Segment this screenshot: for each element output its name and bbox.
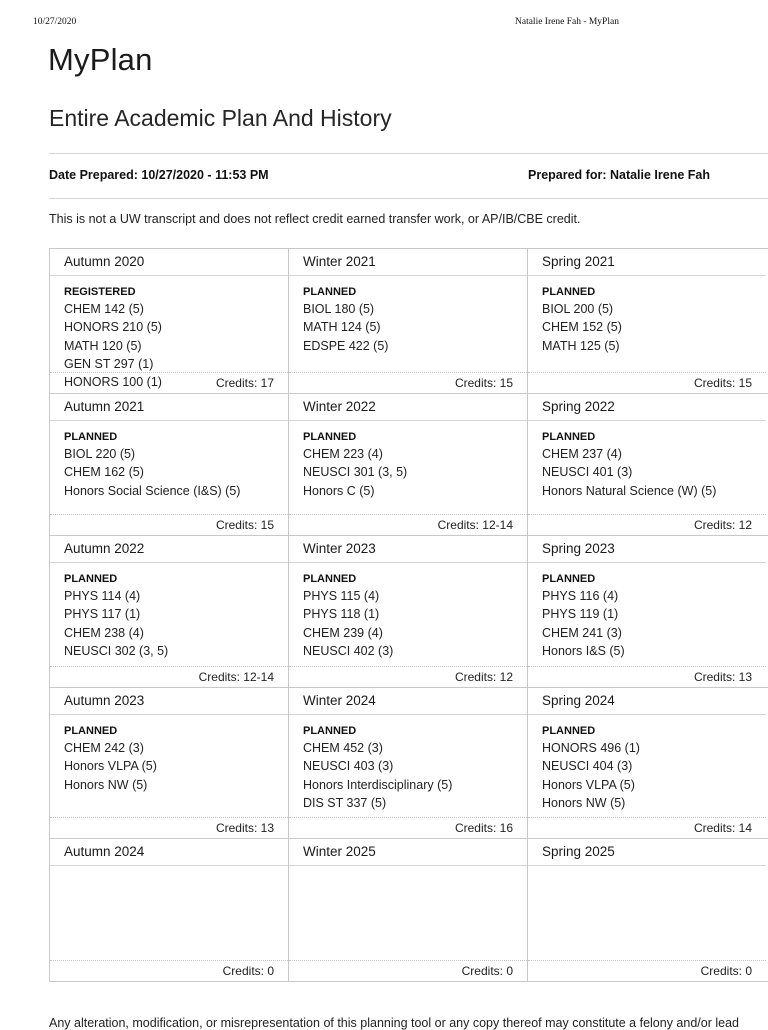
term-course-list: [50, 715, 288, 794]
term-name: Winter 2025: [289, 839, 527, 866]
term-course-list: [289, 866, 527, 874]
term-cell: [288, 536, 527, 687]
term-course-list: [528, 866, 766, 874]
term-course-list: [50, 866, 288, 874]
term-status: PLANNED: [64, 431, 118, 443]
course-item: EDSPE 422 (5): [303, 338, 389, 353]
date-prepared: Date Prepared: 10/27/2020 - 11:53 PM: [49, 168, 269, 182]
course-item: CHEM 237 (4): [542, 447, 622, 461]
print-page-title: Natalie Irene Fah - MyPlan: [515, 17, 619, 27]
prepared-for: Prepared for: Natalie Irene Fah: [528, 168, 711, 182]
term-course-list: [528, 563, 766, 660]
course-item: PHYS 118 (1): [303, 607, 380, 622]
term-course-list: [289, 715, 527, 812]
course-item: BIOL 180 (5): [303, 302, 375, 316]
term-cell: [527, 688, 766, 838]
term-credits: Credits: 13: [528, 666, 766, 687]
transcript-disclaimer: This is not a UW transcript and does not reflect credit earned transfer work, or AP/IB/CBE credit.: [49, 212, 581, 226]
page-heading: Entire Academic Plan And History: [49, 105, 392, 131]
course-item: BIOL 220 (5): [64, 447, 136, 461]
footer-legal-note: Any alteration, modification, or misrepresentation of this planning tool or any copy thereof may constitute a felony and/or lead: [49, 1016, 739, 1030]
term-cell: [527, 249, 766, 393]
term-name: Spring 2025: [528, 839, 766, 866]
term-name: Autumn 2021: [50, 394, 288, 421]
term-cell: [49, 839, 288, 981]
course-item: BIOL 200 (5): [542, 302, 614, 316]
term-status: PLANNED: [303, 573, 357, 585]
term-course-list: [50, 421, 288, 500]
term-status: PLANNED: [542, 431, 596, 443]
term-credits: Credits: 0: [528, 960, 766, 981]
term-name: Winter 2022: [289, 394, 527, 421]
term-name: Autumn 2024: [50, 839, 288, 866]
course-item: CHEM 223 (4): [303, 447, 383, 461]
term-name: Winter 2024: [289, 688, 527, 715]
course-item: GEN ST 297 (1): [64, 356, 154, 371]
course-item: HONORS 496 (1): [542, 741, 640, 755]
divider: [49, 153, 768, 154]
course-item: NEUSCI 401 (3): [542, 465, 633, 480]
term-cell: [527, 839, 766, 981]
academic-year-row: [49, 839, 768, 982]
term-status: PLANNED: [542, 286, 596, 298]
course-item: CHEM 238 (4): [64, 625, 144, 640]
term-credits: Credits: 0: [289, 960, 527, 981]
term-course-list: [289, 276, 527, 355]
course-item: Honors Social Science (I&S) (5): [64, 483, 241, 498]
course-item: NEUSCI 302 (3, 5): [64, 643, 169, 658]
course-item: MATH 124 (5): [303, 320, 381, 335]
course-item: HONORS 210 (5): [64, 320, 162, 335]
term-cell: [49, 536, 288, 687]
course-item: Honors C (5): [303, 483, 375, 498]
term-name: Spring 2022: [528, 394, 766, 421]
course-item: Honors Natural Science (W) (5): [542, 483, 717, 498]
course-item: Honors VLPA (5): [64, 759, 157, 774]
course-item: DIS ST 337 (5): [303, 795, 387, 810]
course-item: Honors Interdisciplinary (5): [303, 777, 453, 792]
course-item: CHEM 162 (5): [64, 465, 144, 480]
term-cell: [49, 688, 288, 838]
term-name: Spring 2023: [528, 536, 766, 563]
term-credits: Credits: 15: [50, 514, 288, 535]
term-course-list: [528, 421, 766, 500]
term-status: PLANNED: [303, 286, 357, 298]
course-item: NEUSCI 301 (3, 5): [303, 465, 408, 480]
term-credits: Credits: 13: [50, 817, 288, 838]
term-credits: Credits: 0: [50, 960, 288, 981]
academic-plan-grid: [49, 248, 768, 982]
term-name: Spring 2021: [528, 249, 766, 276]
app-title: MyPlan: [48, 42, 153, 77]
term-cell: [288, 688, 527, 838]
divider: [49, 198, 768, 199]
course-item: PHYS 114 (4): [64, 589, 141, 603]
term-name: Winter 2023: [289, 536, 527, 563]
term-name: Spring 2024: [528, 688, 766, 715]
term-credits: Credits: 17: [50, 372, 288, 393]
term-status: REGISTERED: [64, 286, 136, 298]
term-credits: Credits: 14: [528, 817, 766, 838]
course-item: CHEM 152 (5): [542, 320, 622, 335]
term-status: PLANNED: [542, 573, 596, 585]
term-status: PLANNED: [303, 725, 357, 737]
course-item: NEUSCI 404 (3): [542, 759, 633, 774]
print-header: [0, 17, 768, 31]
term-cell: [288, 249, 527, 393]
term-status: PLANNED: [64, 725, 118, 737]
academic-year-row: [49, 394, 768, 536]
term-cell: [527, 536, 766, 687]
term-course-list: [528, 276, 766, 355]
term-status: PLANNED: [542, 725, 596, 737]
course-item: Honors I&S (5): [542, 643, 625, 658]
course-item: CHEM 452 (3): [303, 741, 383, 755]
course-item: NEUSCI 403 (3): [303, 759, 394, 774]
term-cell: [527, 394, 766, 535]
term-name: Autumn 2020: [50, 249, 288, 276]
course-item: Honors VLPA (5): [542, 777, 635, 792]
term-name: Autumn 2023: [50, 688, 288, 715]
term-credits: Credits: 12-14: [50, 666, 288, 687]
term-credits: Credits: 15: [528, 372, 766, 393]
term-credits: Credits: 12-14: [289, 514, 527, 535]
print-date: 10/27/2020: [33, 17, 77, 27]
academic-year-row: [49, 688, 768, 839]
course-item: MATH 125 (5): [542, 338, 620, 353]
term-cell: [49, 394, 288, 535]
term-course-list: [50, 563, 288, 660]
term-course-list: [289, 563, 527, 660]
course-item: MATH 120 (5): [64, 338, 142, 353]
course-item: PHYS 119 (1): [542, 607, 619, 622]
term-credits: Credits: 12: [289, 666, 527, 687]
term-credits: Credits: 16: [289, 817, 527, 838]
course-item: Honors NW (5): [542, 795, 626, 810]
term-status: PLANNED: [303, 431, 357, 443]
term-cell: [49, 249, 288, 393]
course-item: NEUSCI 402 (3): [303, 643, 394, 658]
course-item: HONORS 100 (1): [64, 375, 162, 390]
term-credits: Credits: 15: [289, 372, 527, 393]
term-course-list: [289, 421, 527, 500]
course-item: CHEM 142 (5): [64, 302, 144, 316]
term-course-list: [528, 715, 766, 812]
course-item: PHYS 117 (1): [64, 607, 141, 622]
academic-year-row: [49, 249, 768, 394]
academic-year-row: [49, 536, 768, 688]
course-item: PHYS 116 (4): [542, 589, 619, 603]
course-item: CHEM 239 (4): [303, 625, 383, 640]
course-item: Honors NW (5): [64, 777, 148, 792]
term-cell: [288, 394, 527, 535]
term-cell: [288, 839, 527, 981]
term-status: PLANNED: [64, 573, 118, 585]
term-name: Winter 2021: [289, 249, 527, 276]
course-item: PHYS 115 (4): [303, 589, 380, 603]
course-item: CHEM 241 (3): [542, 625, 622, 640]
term-name: Autumn 2022: [50, 536, 288, 563]
course-item: CHEM 242 (3): [64, 741, 144, 755]
term-credits: Credits: 12: [528, 514, 766, 535]
